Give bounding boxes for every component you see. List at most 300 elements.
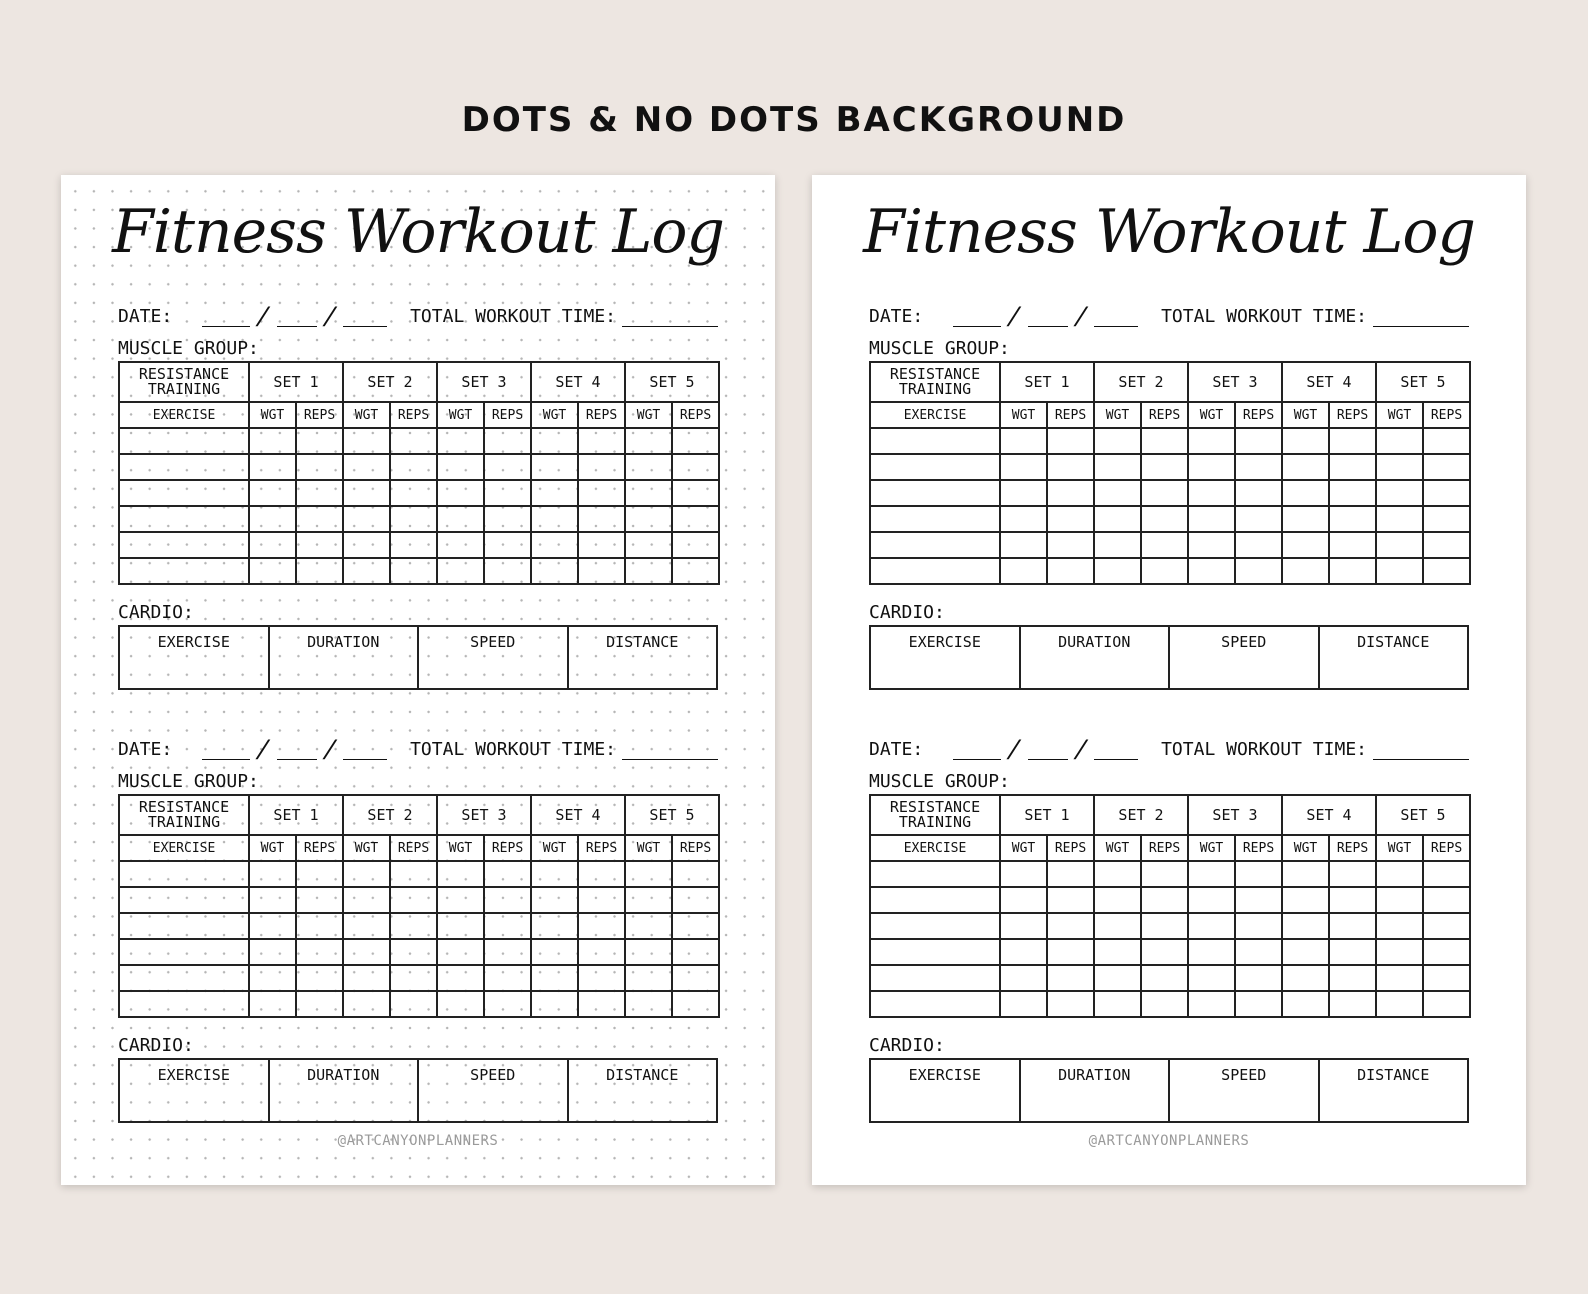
set-entry-cell[interactable] <box>1188 913 1235 939</box>
set-entry-cell[interactable] <box>1188 861 1235 887</box>
set-entry-cell[interactable] <box>1282 887 1329 913</box>
set-entry-cell[interactable] <box>1282 506 1329 532</box>
set-entry-cell[interactable] <box>1235 887 1282 913</box>
set-entry-cell[interactable] <box>343 861 390 887</box>
date-year-blank[interactable] <box>1094 310 1138 327</box>
set-entry-cell[interactable] <box>484 480 531 506</box>
set-entry-cell[interactable] <box>437 887 484 913</box>
set-entry-cell[interactable] <box>531 532 578 558</box>
set-entry-cell[interactable] <box>1423 558 1470 584</box>
exercise-cell[interactable] <box>119 506 249 532</box>
set-entry-cell[interactable] <box>1047 480 1094 506</box>
set-entry-cell[interactable] <box>1094 991 1141 1017</box>
date-day-blank[interactable] <box>277 743 317 760</box>
set-entry-cell[interactable] <box>1047 939 1094 965</box>
set-entry-cell[interactable] <box>1047 991 1094 1017</box>
set-entry-cell[interactable] <box>484 939 531 965</box>
set-entry-cell[interactable] <box>1141 454 1188 480</box>
set-entry-cell[interactable] <box>625 428 672 454</box>
set-entry-cell[interactable] <box>390 558 437 584</box>
set-entry-cell[interactable] <box>437 991 484 1017</box>
set-entry-cell[interactable] <box>484 861 531 887</box>
set-entry-cell[interactable] <box>390 861 437 887</box>
set-entry-cell[interactable] <box>1376 480 1423 506</box>
set-entry-cell[interactable] <box>1047 532 1094 558</box>
set-entry-cell[interactable] <box>1376 965 1423 991</box>
set-entry-cell[interactable] <box>1329 532 1376 558</box>
set-entry-cell[interactable] <box>390 887 437 913</box>
date-day-blank[interactable] <box>277 310 317 327</box>
set-entry-cell[interactable] <box>1141 532 1188 558</box>
set-entry-cell[interactable] <box>531 480 578 506</box>
set-entry-cell[interactable] <box>578 939 625 965</box>
set-entry-cell[interactable] <box>1094 861 1141 887</box>
set-entry-cell[interactable] <box>1188 939 1235 965</box>
set-entry-cell[interactable] <box>1188 991 1235 1017</box>
workout-session <box>869 726 1469 1123</box>
set-entry-cell[interactable] <box>296 558 343 584</box>
set-entry-cell[interactable] <box>1047 965 1094 991</box>
set-entry-cell[interactable] <box>1376 991 1423 1017</box>
set-entry-cell[interactable] <box>1235 965 1282 991</box>
set-entry-cell[interactable] <box>1188 558 1235 584</box>
set-entry-cell[interactable] <box>296 480 343 506</box>
set-entry-cell[interactable] <box>437 428 484 454</box>
set-entry-cell[interactable] <box>484 965 531 991</box>
set-entry-cell[interactable] <box>437 558 484 584</box>
exercise-cell[interactable] <box>119 558 249 584</box>
set-entry-cell[interactable] <box>437 506 484 532</box>
total-time-blank[interactable] <box>1373 310 1469 327</box>
exercise-cell[interactable] <box>119 991 249 1017</box>
set-entry-cell[interactable] <box>1141 506 1188 532</box>
set-entry-cell[interactable] <box>1235 532 1282 558</box>
set-entry-cell[interactable] <box>531 887 578 913</box>
set-entry-cell[interactable] <box>1000 861 1047 887</box>
set-entry-cell[interactable] <box>1423 939 1470 965</box>
set-entry-cell[interactable] <box>1141 428 1188 454</box>
cardio-duration-cell[interactable]: DURATION <box>269 1059 419 1122</box>
date-month-blank[interactable] <box>953 310 1001 327</box>
set-entry-cell[interactable] <box>625 861 672 887</box>
set-entry-cell[interactable] <box>672 965 719 991</box>
set-entry-cell[interactable] <box>1329 506 1376 532</box>
set-entry-cell[interactable] <box>531 454 578 480</box>
total-time-blank[interactable] <box>622 743 718 760</box>
cardio-speed-cell[interactable]: SPEED <box>1169 626 1319 689</box>
cardio-speed-cell[interactable]: SPEED <box>418 626 568 689</box>
set-entry-cell[interactable] <box>625 480 672 506</box>
set-entry-cell[interactable] <box>1000 558 1047 584</box>
set-entry-cell[interactable] <box>578 861 625 887</box>
set-entry-cell[interactable] <box>1235 861 1282 887</box>
cardio-duration-cell[interactable]: DURATION <box>1020 626 1170 689</box>
cardio-duration-cell[interactable]: DURATION <box>1020 1059 1170 1122</box>
set-entry-cell[interactable] <box>1235 558 1282 584</box>
set-entry-cell[interactable] <box>484 454 531 480</box>
set-entry-cell[interactable] <box>1376 558 1423 584</box>
set-entry-cell[interactable] <box>249 965 296 991</box>
cardio-distance-cell[interactable]: DISTANCE <box>568 1059 718 1122</box>
date-day-blank[interactable] <box>1028 310 1068 327</box>
set-entry-cell[interactable] <box>1188 506 1235 532</box>
set-entry-cell[interactable] <box>1329 965 1376 991</box>
set-entry-cell[interactable] <box>531 913 578 939</box>
set-entry-cell[interactable] <box>390 939 437 965</box>
exercise-cell[interactable] <box>119 913 249 939</box>
set-entry-cell[interactable] <box>296 887 343 913</box>
set-entry-cell[interactable] <box>1141 965 1188 991</box>
set-entry-cell[interactable] <box>390 532 437 558</box>
set-entry-cell[interactable] <box>1329 939 1376 965</box>
set-entry-cell[interactable] <box>1376 428 1423 454</box>
set-entry-cell[interactable] <box>1188 532 1235 558</box>
set-entry-cell[interactable] <box>1282 939 1329 965</box>
date-month-blank[interactable] <box>202 310 250 327</box>
set-entry-cell[interactable] <box>1376 861 1423 887</box>
set-entry-cell[interactable] <box>1000 532 1047 558</box>
set-entry-cell[interactable] <box>1000 991 1047 1017</box>
set-entry-cell[interactable] <box>1376 454 1423 480</box>
set-entry-cell[interactable] <box>1047 861 1094 887</box>
set-entry-cell[interactable] <box>343 480 390 506</box>
set-entry-cell[interactable] <box>1094 454 1141 480</box>
set-entry-cell[interactable] <box>672 532 719 558</box>
exercise-cell[interactable] <box>870 861 1000 887</box>
exercise-cell[interactable] <box>870 913 1000 939</box>
set-entry-cell[interactable] <box>625 532 672 558</box>
set-entry-cell[interactable] <box>484 506 531 532</box>
set-entry-cell[interactable] <box>343 558 390 584</box>
set-entry-cell[interactable] <box>1329 887 1376 913</box>
set-entry-cell[interactable] <box>578 991 625 1017</box>
set-entry-cell[interactable] <box>296 939 343 965</box>
exercise-cell[interactable] <box>119 454 249 480</box>
set-entry-cell[interactable] <box>1282 532 1329 558</box>
set-entry-cell[interactable] <box>1235 506 1282 532</box>
set-entry-cell[interactable] <box>578 558 625 584</box>
set-entry-cell[interactable] <box>625 939 672 965</box>
set-entry-cell[interactable] <box>672 991 719 1017</box>
set-entry-cell[interactable] <box>531 506 578 532</box>
set-entry-cell[interactable] <box>672 558 719 584</box>
set-entry-cell[interactable] <box>343 913 390 939</box>
exercise-cell[interactable] <box>870 965 1000 991</box>
set-entry-cell[interactable] <box>1094 913 1141 939</box>
set-entry-cell[interactable] <box>437 454 484 480</box>
set-entry-cell[interactable] <box>625 558 672 584</box>
set-entry-cell[interactable] <box>672 454 719 480</box>
set-entry-cell[interactable] <box>296 965 343 991</box>
set-entry-cell[interactable] <box>1423 506 1470 532</box>
set-entry-cell[interactable] <box>1141 991 1188 1017</box>
set-entry-cell[interactable] <box>1235 939 1282 965</box>
set-entry-cell[interactable] <box>390 991 437 1017</box>
set-entry-cell[interactable] <box>1235 913 1282 939</box>
set-entry-cell[interactable] <box>296 532 343 558</box>
set-entry-cell[interactable] <box>1235 480 1282 506</box>
set-entry-cell[interactable] <box>1423 965 1470 991</box>
cardio-distance-cell[interactable]: DISTANCE <box>568 626 718 689</box>
set-entry-cell[interactable] <box>672 887 719 913</box>
set-entry-cell[interactable] <box>1141 913 1188 939</box>
set-entry-cell[interactable] <box>1047 887 1094 913</box>
set-entry-cell[interactable] <box>296 506 343 532</box>
exercise-cell[interactable] <box>870 454 1000 480</box>
set-entry-cell[interactable] <box>1423 991 1470 1017</box>
set-entry-cell[interactable] <box>625 454 672 480</box>
set-entry-cell[interactable] <box>249 506 296 532</box>
set-entry-cell[interactable] <box>1094 939 1141 965</box>
set-entry-cell[interactable] <box>1188 454 1235 480</box>
set-entry-cell[interactable] <box>1000 480 1047 506</box>
set-entry-cell[interactable] <box>484 532 531 558</box>
exercise-cell[interactable] <box>870 558 1000 584</box>
set-entry-cell[interactable] <box>1423 428 1470 454</box>
set-entry-cell[interactable] <box>672 506 719 532</box>
set-entry-cell[interactable] <box>1094 532 1141 558</box>
set-entry-cell[interactable] <box>1000 913 1047 939</box>
set-entry-cell[interactable] <box>296 428 343 454</box>
date-year-blank[interactable] <box>343 743 387 760</box>
set-entry-cell[interactable] <box>249 480 296 506</box>
set-entry-cell[interactable] <box>578 428 625 454</box>
total-time-blank[interactable] <box>622 310 718 327</box>
set-entry-cell[interactable] <box>1094 558 1141 584</box>
date-month-blank[interactable] <box>202 743 250 760</box>
set-entry-cell[interactable] <box>437 480 484 506</box>
set-entry-cell[interactable] <box>1000 454 1047 480</box>
set-entry-cell[interactable] <box>1000 965 1047 991</box>
set-entry-cell[interactable] <box>390 428 437 454</box>
set-entry-cell[interactable] <box>1047 506 1094 532</box>
set-entry-cell[interactable] <box>672 428 719 454</box>
set-entry-cell[interactable] <box>1047 558 1094 584</box>
set-entry-cell[interactable] <box>672 913 719 939</box>
set-entry-cell[interactable] <box>1329 480 1376 506</box>
exercise-cell[interactable] <box>870 532 1000 558</box>
set-entry-cell[interactable] <box>1376 506 1423 532</box>
set-entry-cell[interactable] <box>1423 454 1470 480</box>
set-entry-cell[interactable] <box>1094 965 1141 991</box>
cardio-exercise-cell[interactable]: EXERCISE <box>119 626 269 689</box>
set-entry-cell[interactable] <box>249 558 296 584</box>
exercise-cell[interactable] <box>119 965 249 991</box>
set-entry-cell[interactable] <box>1141 887 1188 913</box>
set-entry-cell[interactable] <box>1188 480 1235 506</box>
cardio-distance-cell[interactable]: DISTANCE <box>1319 626 1469 689</box>
set-entry-cell[interactable] <box>343 965 390 991</box>
set-entry-cell[interactable] <box>1423 480 1470 506</box>
set-entry-cell[interactable] <box>625 913 672 939</box>
set-entry-cell[interactable] <box>437 965 484 991</box>
date-day-blank[interactable] <box>1028 743 1068 760</box>
set-entry-cell[interactable] <box>1141 558 1188 584</box>
set-entry-cell[interactable] <box>249 939 296 965</box>
set-entry-cell[interactable] <box>484 913 531 939</box>
set-entry-cell[interactable] <box>1235 454 1282 480</box>
set-entry-cell[interactable] <box>578 913 625 939</box>
exercise-cell[interactable] <box>870 480 1000 506</box>
set-entry-cell[interactable] <box>484 991 531 1017</box>
set-entry-cell[interactable] <box>1376 939 1423 965</box>
set-entry-cell[interactable] <box>625 887 672 913</box>
set-entry-cell[interactable] <box>343 428 390 454</box>
set-entry-cell[interactable] <box>390 506 437 532</box>
set-entry-cell[interactable] <box>1188 887 1235 913</box>
set-entry-cell[interactable] <box>1282 454 1329 480</box>
cardio-speed-cell[interactable]: SPEED <box>1169 1059 1319 1122</box>
set-entry-cell[interactable] <box>1376 532 1423 558</box>
set-entry-cell[interactable] <box>249 532 296 558</box>
exercise-cell[interactable] <box>119 939 249 965</box>
set-entry-cell[interactable] <box>1141 480 1188 506</box>
set-entry-cell[interactable] <box>531 991 578 1017</box>
set-entry-cell[interactable] <box>1047 454 1094 480</box>
exercise-cell[interactable] <box>870 939 1000 965</box>
set-entry-cell[interactable] <box>531 965 578 991</box>
date-year-blank[interactable] <box>1094 743 1138 760</box>
set-entry-cell[interactable] <box>1282 480 1329 506</box>
set-entry-cell[interactable] <box>1141 861 1188 887</box>
cardio-exercise-cell[interactable]: EXERCISE <box>870 1059 1020 1122</box>
set-entry-cell[interactable] <box>1376 913 1423 939</box>
set-entry-cell[interactable] <box>484 428 531 454</box>
set-entry-cell[interactable] <box>1282 558 1329 584</box>
exercise-cell[interactable] <box>870 991 1000 1017</box>
set-entry-cell[interactable] <box>1329 991 1376 1017</box>
set-entry-cell[interactable] <box>296 454 343 480</box>
set-entry-cell[interactable] <box>625 506 672 532</box>
set-entry-cell[interactable] <box>296 913 343 939</box>
set-entry-cell[interactable] <box>343 991 390 1017</box>
set-header: SET 1 <box>1000 362 1094 402</box>
set-entry-cell[interactable] <box>1282 861 1329 887</box>
set-entry-cell[interactable] <box>390 913 437 939</box>
set-entry-cell[interactable] <box>1282 913 1329 939</box>
set-entry-cell[interactable] <box>1094 506 1141 532</box>
set-entry-cell[interactable] <box>1000 506 1047 532</box>
set-entry-cell[interactable] <box>343 887 390 913</box>
set-entry-cell[interactable] <box>531 558 578 584</box>
set-entry-cell[interactable] <box>531 939 578 965</box>
set-entry-cell[interactable] <box>578 506 625 532</box>
set-entry-cell[interactable] <box>343 939 390 965</box>
exercise-cell[interactable] <box>119 532 249 558</box>
set-entry-cell[interactable] <box>1000 939 1047 965</box>
set-entry-cell[interactable] <box>296 991 343 1017</box>
set-entry-cell[interactable] <box>578 965 625 991</box>
set-entry-cell[interactable] <box>390 480 437 506</box>
set-entry-cell[interactable] <box>249 861 296 887</box>
set-entry-cell[interactable] <box>672 480 719 506</box>
set-entry-cell[interactable] <box>1188 965 1235 991</box>
set-entry-cell[interactable] <box>437 939 484 965</box>
set-entry-cell[interactable] <box>1000 428 1047 454</box>
set-entry-cell[interactable] <box>343 532 390 558</box>
set-entry-cell[interactable] <box>1329 558 1376 584</box>
set-entry-cell[interactable] <box>1141 939 1188 965</box>
set-entry-cell[interactable] <box>1329 454 1376 480</box>
exercise-cell[interactable] <box>119 480 249 506</box>
date-year-blank[interactable] <box>343 310 387 327</box>
set-entry-cell[interactable] <box>343 454 390 480</box>
set-entry-cell[interactable] <box>625 965 672 991</box>
exercise-cell[interactable] <box>119 428 249 454</box>
total-time-blank[interactable] <box>1373 743 1469 760</box>
set-entry-cell[interactable] <box>1282 965 1329 991</box>
set-entry-cell[interactable] <box>578 480 625 506</box>
set-entry-cell[interactable] <box>437 913 484 939</box>
set-entry-cell[interactable] <box>1047 428 1094 454</box>
set-entry-cell[interactable] <box>1282 991 1329 1017</box>
cardio-exercise-cell[interactable]: EXERCISE <box>119 1059 269 1122</box>
set-entry-cell[interactable] <box>390 454 437 480</box>
set-entry-cell[interactable] <box>296 861 343 887</box>
set-entry-cell[interactable] <box>249 454 296 480</box>
cardio-exercise-cell[interactable]: EXERCISE <box>870 626 1020 689</box>
set-entry-cell[interactable] <box>672 939 719 965</box>
set-entry-cell[interactable] <box>1235 991 1282 1017</box>
set-entry-cell[interactable] <box>1047 913 1094 939</box>
set-entry-cell[interactable] <box>1423 532 1470 558</box>
set-entry-cell[interactable] <box>484 887 531 913</box>
set-entry-cell[interactable] <box>437 861 484 887</box>
set-entry-cell[interactable] <box>1329 861 1376 887</box>
set-entry-cell[interactable] <box>578 887 625 913</box>
exercise-cell[interactable] <box>870 428 1000 454</box>
date-month-blank[interactable] <box>953 743 1001 760</box>
set-entry-cell[interactable] <box>672 861 719 887</box>
exercise-cell[interactable] <box>870 506 1000 532</box>
set-entry-cell[interactable] <box>1423 887 1470 913</box>
set-entry-cell[interactable] <box>1000 887 1047 913</box>
set-entry-cell[interactable] <box>249 913 296 939</box>
set-entry-cell[interactable] <box>578 532 625 558</box>
set-entry-cell[interactable] <box>1188 428 1235 454</box>
set-entry-cell[interactable] <box>1282 428 1329 454</box>
cardio-distance-cell[interactable]: DISTANCE <box>1319 1059 1469 1122</box>
set-entry-cell[interactable] <box>249 887 296 913</box>
set-entry-cell[interactable] <box>531 861 578 887</box>
exercise-cell[interactable] <box>119 861 249 887</box>
cardio-duration-cell[interactable]: DURATION <box>269 626 419 689</box>
set-entry-cell[interactable] <box>578 454 625 480</box>
table-row <box>870 428 1470 454</box>
set-entry-cell[interactable] <box>1423 913 1470 939</box>
set-entry-cell[interactable] <box>1094 887 1141 913</box>
exercise-cell[interactable] <box>870 887 1000 913</box>
set-entry-cell[interactable] <box>531 428 578 454</box>
set-entry-cell[interactable] <box>1329 913 1376 939</box>
exercise-cell[interactable] <box>119 887 249 913</box>
cardio-speed-cell[interactable]: SPEED <box>418 1059 568 1122</box>
set-entry-cell[interactable] <box>1423 861 1470 887</box>
set-entry-cell[interactable] <box>625 991 672 1017</box>
set-entry-cell[interactable] <box>1094 428 1141 454</box>
set-entry-cell[interactable] <box>1094 480 1141 506</box>
set-entry-cell[interactable] <box>249 991 296 1017</box>
set-entry-cell[interactable] <box>437 532 484 558</box>
table-row <box>119 965 719 991</box>
set-entry-cell[interactable] <box>484 558 531 584</box>
set-entry-cell[interactable] <box>1329 428 1376 454</box>
set-entry-cell[interactable] <box>1376 887 1423 913</box>
set-entry-cell[interactable] <box>1235 428 1282 454</box>
set-entry-cell[interactable] <box>343 506 390 532</box>
set-entry-cell[interactable] <box>249 428 296 454</box>
set-entry-cell[interactable] <box>390 965 437 991</box>
